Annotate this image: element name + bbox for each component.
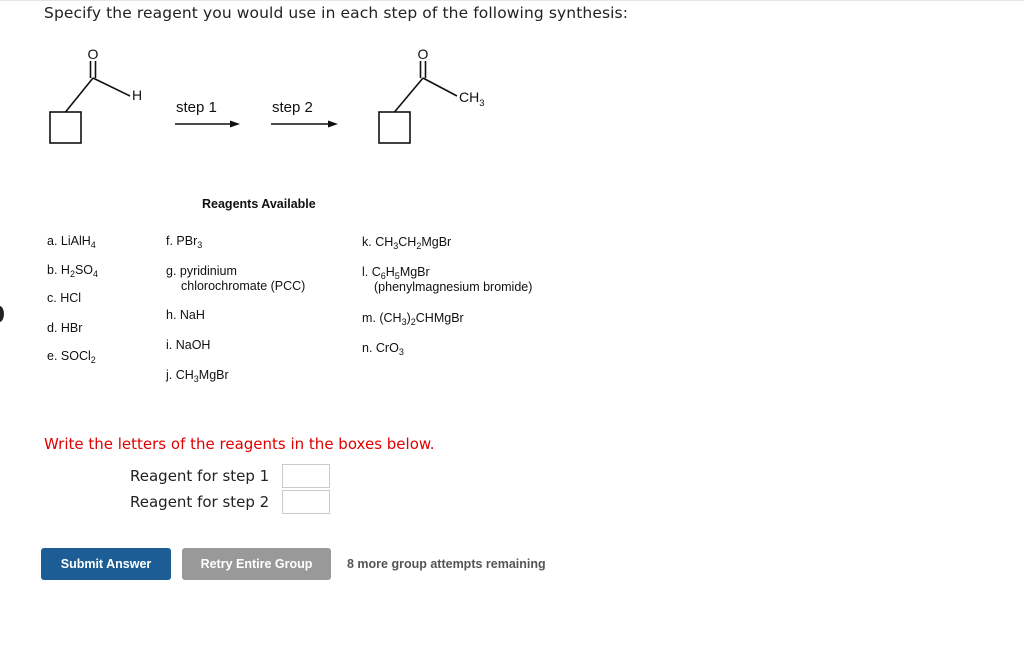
step1-answer-input[interactable]: [282, 464, 330, 488]
reagent-e: e. SOCl$_2$: [47, 349, 96, 365]
reagent-f: f. PBr$_3$: [166, 234, 203, 250]
step1-arrow: [175, 121, 240, 128]
starting-material-structure: [50, 46, 142, 143]
step2-arrow: [271, 121, 338, 128]
reagent-a: a. LiAlH$_4$: [47, 234, 96, 250]
reaction-scheme: [0, 0, 560, 160]
reaction-scheme-drawing: [0, 0, 560, 160]
reagent-m: m. $(CH_3)_2CHMgBr$: [362, 311, 464, 327]
product-structure: [379, 46, 485, 143]
question-text: Specify the reagent you would use in each step of the following synthesis:: [44, 4, 629, 22]
submit-answer-button[interactable]: Submit Answer: [41, 548, 171, 580]
step1-label: step 1: [176, 99, 217, 116]
reagent-g: g. pyridinium chlorochromate (PCC): [166, 264, 306, 293]
start-oxygen-label: O: [87, 46, 99, 62]
reagent-c: c. HCl: [47, 291, 82, 305]
instruction-text: Write the letters of the reagents in the boxes below.: [44, 435, 435, 453]
reagent-d: d. HBr: [47, 321, 83, 335]
step2-label: step 2: [272, 99, 313, 116]
reagent-j: j. $CH_3MgBr$: [166, 368, 229, 384]
step2-answer-input[interactable]: [282, 490, 330, 514]
product-oxygen-label: O: [417, 46, 429, 62]
start-hydrogen-label: H: [132, 87, 143, 103]
reagent-n: n. CrO$_3$: [362, 341, 404, 357]
reagent-i: i. NaOH: [166, 338, 211, 352]
edge-marker: [0, 306, 4, 322]
reagent-l: l. $C_6H_5MgBr$ (phenylmagnesium bromide): [362, 265, 533, 294]
retry-entire-group-button[interactable]: Retry Entire Group: [182, 548, 331, 580]
reagent-b: b. $H_2SO_4$: [47, 263, 99, 279]
step1-answer-label: Reagent for step 1: [130, 467, 270, 485]
reagent-k: k. $CH_3CH_2MgBr$: [362, 235, 452, 251]
reagent-h: h. NaH: [166, 308, 205, 322]
product-methyl-label: $CH_3$: [459, 89, 485, 109]
reagents-available-title: Reagents Available: [202, 197, 316, 211]
attempts-remaining-text: 8 more group attempts remaining: [347, 557, 546, 571]
step2-answer-label: Reagent for step 2: [130, 493, 270, 511]
